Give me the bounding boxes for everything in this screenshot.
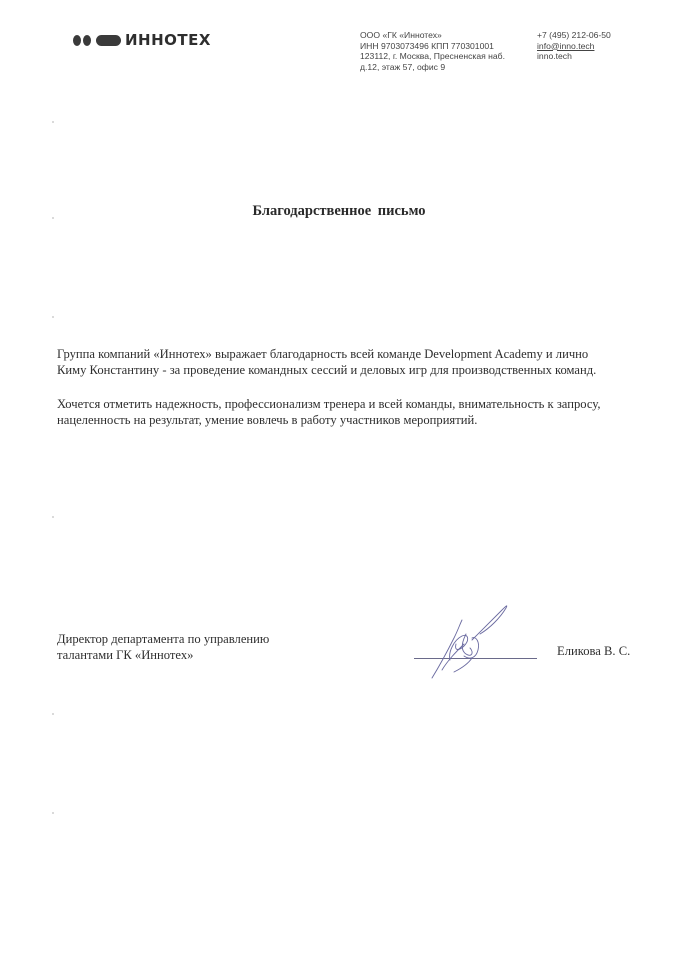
logo-wordmark: ИННОТЕХ: [125, 31, 211, 49]
logo-dot-icon: [83, 35, 91, 46]
scan-mark: [52, 121, 54, 123]
logo-dot-icon: [73, 35, 81, 46]
company-logo: [73, 32, 211, 48]
paragraph-1: [57, 346, 657, 378]
scan-mark: [52, 316, 54, 318]
paragraph-line: Киму Константину - за проведение командных сессий и деловых игр для производственных команд.: [57, 363, 597, 377]
paragraph-2: [57, 396, 657, 428]
company-address-line-1: 123112, г. Москва, Пресненская наб.: [360, 51, 505, 62]
company-name: ООО «ГК «Иннотех»: [360, 30, 442, 40]
paragraph-line: нацеленность на результат, умение вовлечь в работу участников мероприятий.: [57, 413, 478, 427]
scan-mark: [52, 516, 54, 518]
signature-icon: [410, 600, 520, 685]
paragraph-line: Хочется отметить надежность, профессионализм тренера и всей команды, внимательность к запросу,: [57, 397, 601, 411]
website-link[interactable]: inno.tech: [537, 51, 572, 62]
letter-title: Благодарственное письмо: [252, 203, 426, 219]
logo-pill-icon: [96, 35, 121, 46]
email-link[interactable]: info@inno.tech: [537, 40, 595, 51]
paragraph-line: Группа компаний «Иннотех» выражает благодарность всей команде Development Academy и лично: [57, 347, 589, 361]
phone-number: +7 (495) 212-06-50: [537, 30, 611, 40]
signer-position-line: Директор департамента по управлению: [57, 632, 270, 646]
scan-mark: [52, 812, 54, 814]
signer-name: Еликова В. С.: [557, 644, 631, 658]
company-tax-ids: ИНН 9703073496 КПП 770301001: [360, 40, 494, 51]
scan-mark: [52, 217, 54, 219]
signer-position-line: талантами ГК «Иннотех»: [57, 648, 194, 662]
signer-position: [57, 631, 269, 663]
company-info: [360, 30, 505, 72]
scan-mark: [52, 713, 54, 715]
company-contacts: [537, 30, 611, 62]
company-address-line-2: д.12, этаж 57, офис 9: [360, 61, 446, 72]
